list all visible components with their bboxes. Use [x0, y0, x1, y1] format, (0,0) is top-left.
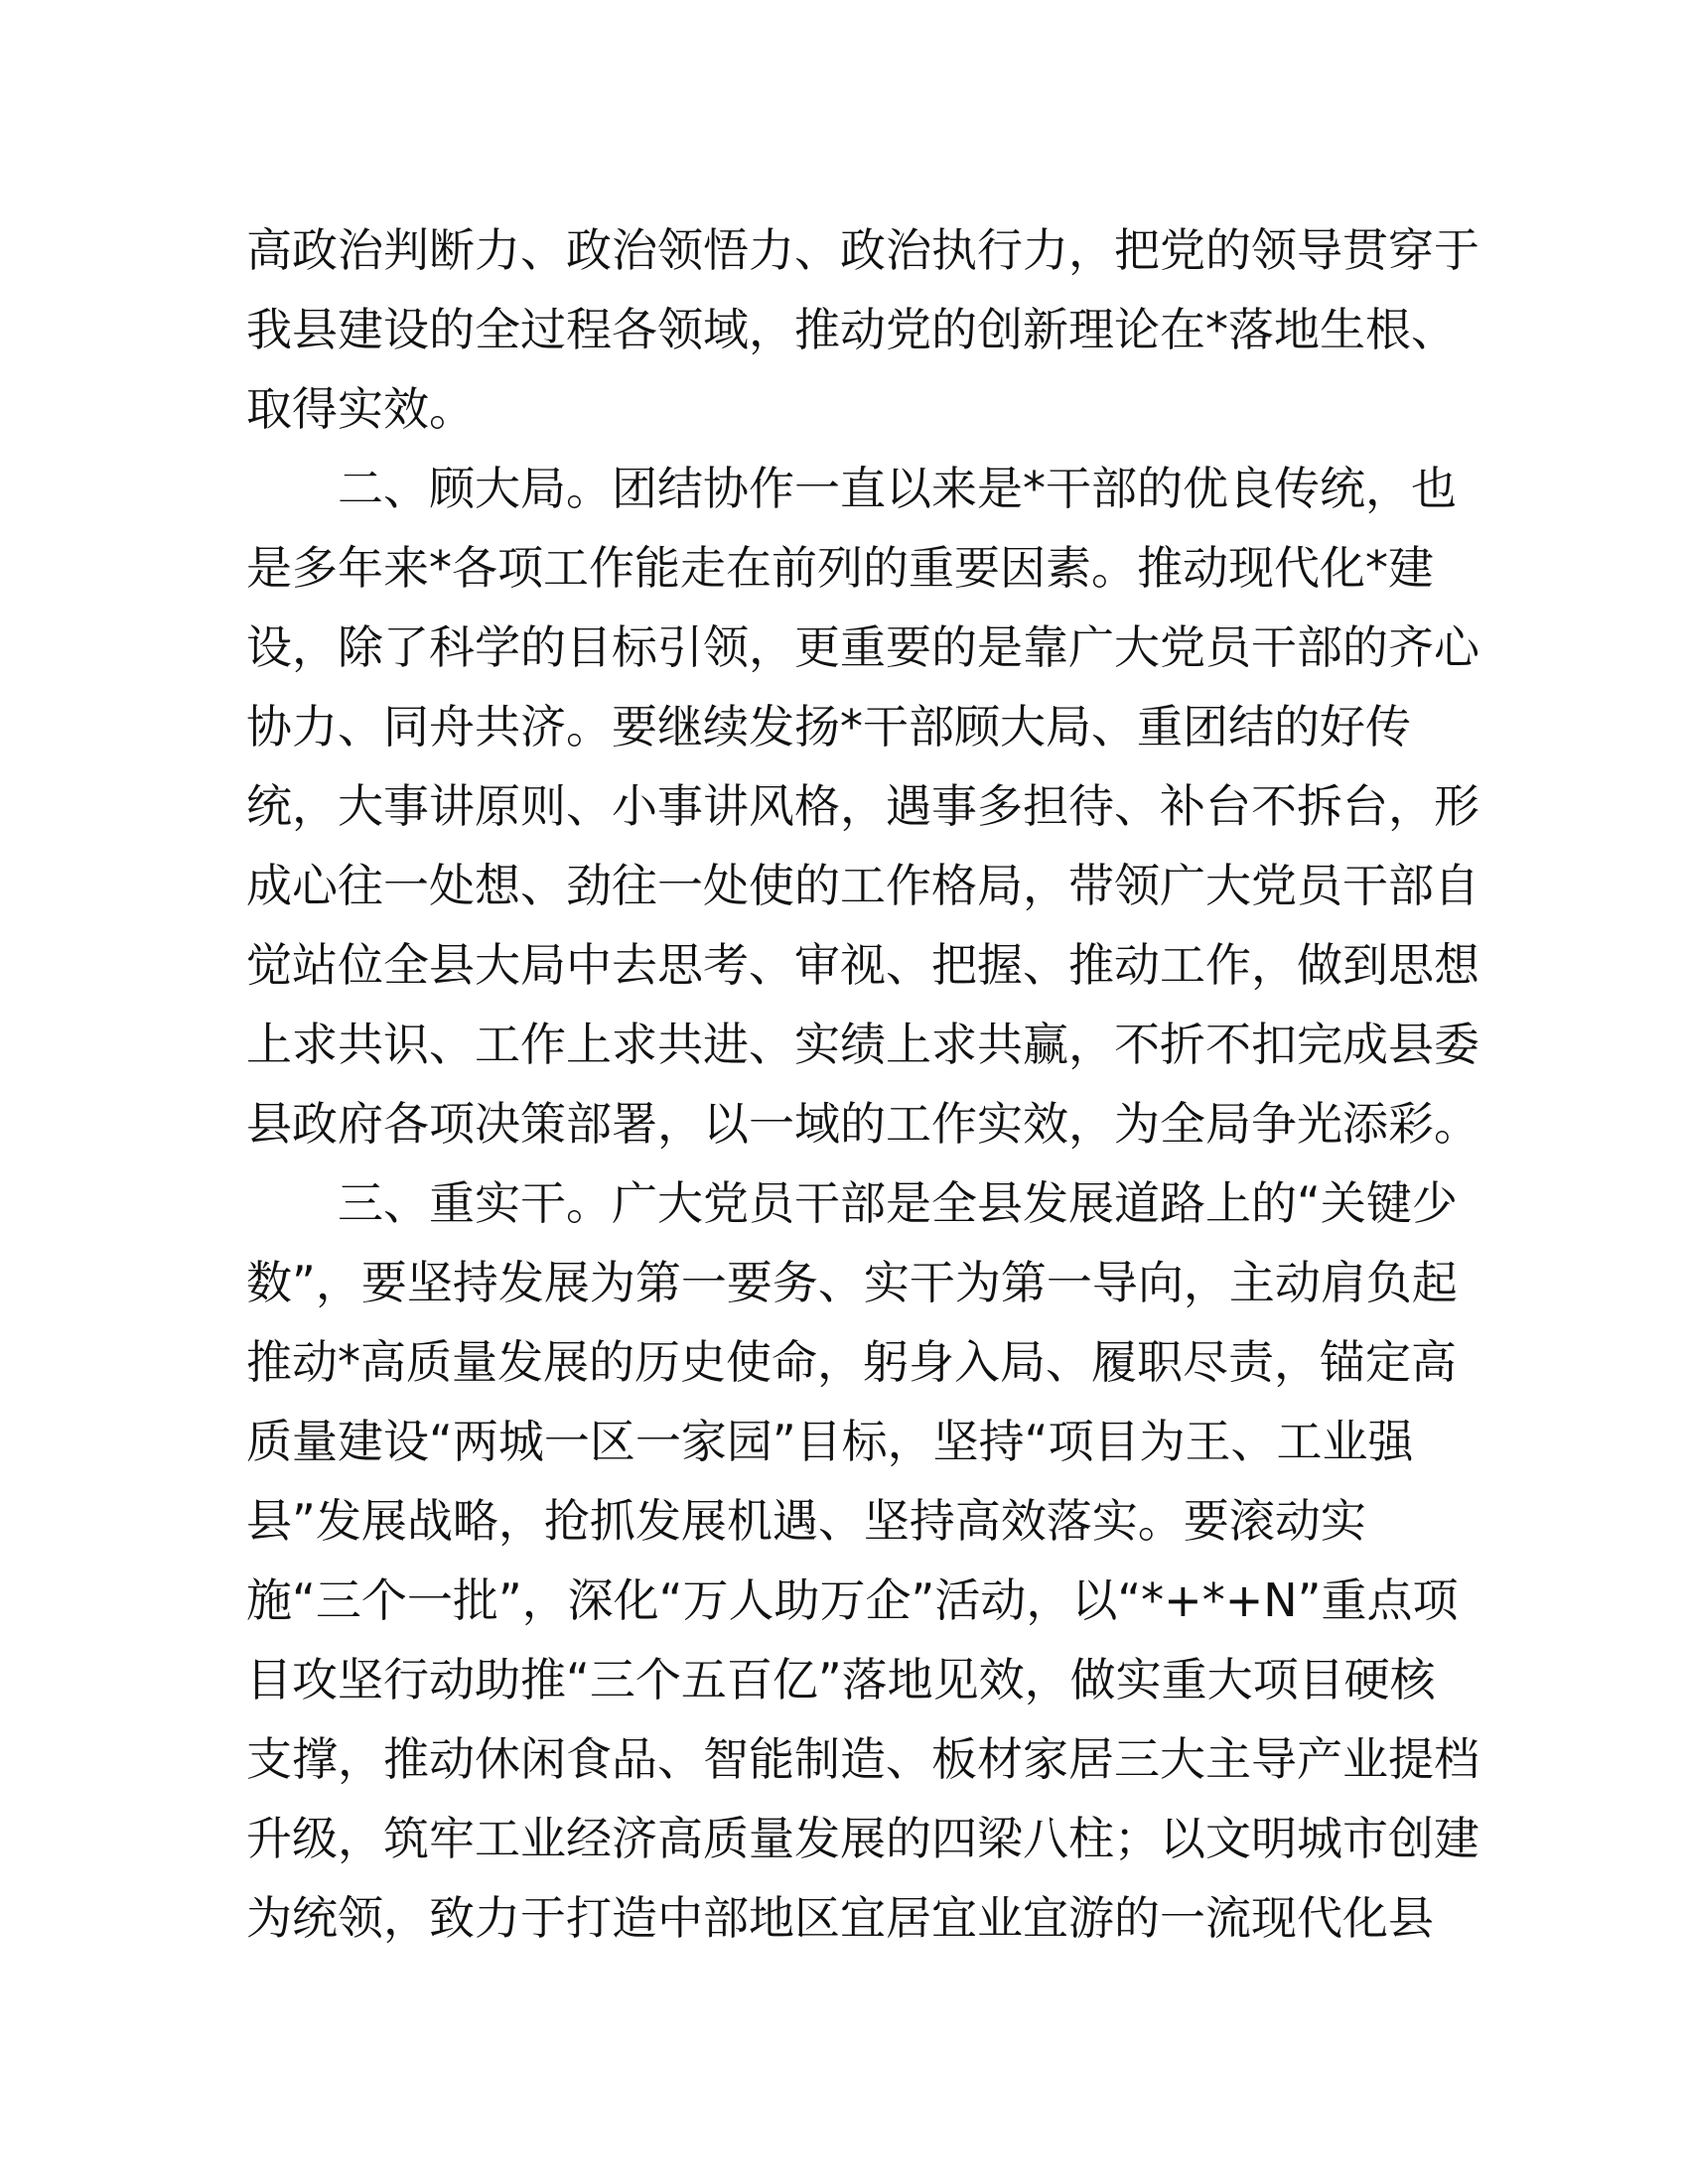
paragraph-1	[246, 210, 1479, 449]
text-line: 数”，要坚持发展为第一要务、实干为第一导向，主动肩负起	[246, 1256, 1458, 1309]
text-line: 县政府各项决策部署，以一域的工作实效，为全局争光添彩。	[246, 1097, 1479, 1151]
text-line: 县”发展战略，抢抓发展机遇、坚持高效落实。要滚动实	[246, 1494, 1366, 1548]
text-line: 三、重实干。广大党员干部是全县发展道路上的“关键少	[338, 1176, 1458, 1230]
text-line: 协力、同舟共济。要继续发扬*干部顾大局、重团结的好传	[246, 700, 1411, 753]
text-line: 取得实效。	[246, 382, 475, 436]
paragraph-3	[246, 1163, 1479, 1958]
text-line: 支撑，推动休闲食品、智能制造、板材家居三大主导产业提档	[246, 1732, 1479, 1786]
text-line: 施“三个一批”，深化“万人助万企”活动，以“*+*+N”重点项	[246, 1573, 1459, 1627]
text-line: 为统领，致力于打造中部地区宜居宜业宜游的一流现代化县	[246, 1891, 1434, 1945]
text-line: 升级，筑牢工业经济高质量发展的四梁八柱；以文明城市创建	[246, 1812, 1479, 1865]
text-line: 高政治判断力、政治领悟力、政治执行力，把党的领导贯穿于	[246, 223, 1479, 277]
document-body	[246, 210, 1479, 1958]
text-line: 觉站位全县大局中去思考、审视、把握、推动工作，做到思想	[246, 938, 1479, 992]
paragraph-2	[246, 449, 1479, 1163]
text-line: 质量建设“两城一区一家园”目标，坚持“项目为王、工业强	[246, 1415, 1414, 1468]
text-line: 成心往一处想、劲往一处使的工作格局，带领广大党员干部自	[246, 859, 1479, 912]
text-line: 目攻坚行动助推“三个五百亿”落地见效，做实重大项目硬核	[246, 1653, 1436, 1706]
text-line: 上求共识、工作上求共进、实绩上求共赢，不折不扣完成县委	[246, 1018, 1479, 1071]
text-line: 我县建设的全过程各领域，推动党的创新理论在*落地生根、	[246, 303, 1457, 356]
text-line: 二、顾大局。团结协作一直以来是*干部的优良传统，也	[338, 462, 1457, 515]
text-line: 是多年来*各项工作能走在前列的重要因素。推动现代化*建	[246, 541, 1434, 595]
text-line: 推动*高质量发展的历史使命，躬身入局、履职尽责，锚定高	[246, 1335, 1457, 1389]
text-line: 统，大事讲原则、小事讲风格，遇事多担待、补台不拆台，形	[246, 779, 1479, 833]
text-line: 设，除了科学的目标引领，更重要的是靠广大党员干部的齐心	[246, 620, 1479, 674]
